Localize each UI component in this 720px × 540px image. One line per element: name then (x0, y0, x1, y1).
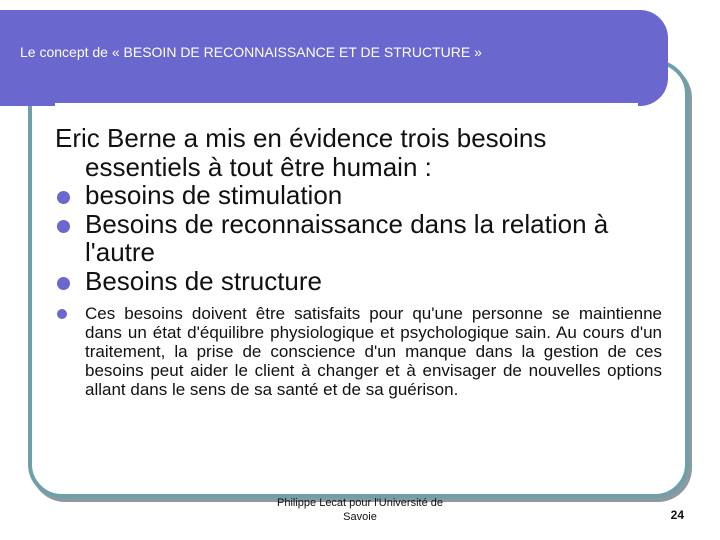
bullet-label: besoins de stimulation (85, 180, 343, 211)
bullet-label: Besoins de reconnaissance dans la relation à l'autre (85, 208, 609, 268)
lead-text: Eric Berne a mis en évidence trois besoins essentiels à tout être humain : (55, 123, 547, 182)
detail-item (55, 304, 662, 400)
footer-credit-line-1: Philippe Lecat pour l'Université de (277, 497, 443, 509)
bullet-item (55, 181, 662, 210)
bullet-dot-icon (57, 309, 67, 319)
title-banner (0, 10, 668, 106)
footer-credit-line-2: Savoie (343, 511, 377, 524)
bullet-list (55, 181, 662, 399)
bullet-item (55, 210, 662, 267)
bullet-dot-icon (57, 191, 70, 204)
title-underline (55, 103, 638, 106)
page-number: 24 (670, 508, 684, 522)
slide-title: Le concept de « BESOIN DE RECONNAISSANCE ET DE STRUCTURE » (20, 44, 482, 60)
footer-credit (260, 496, 460, 525)
bullet-item (55, 267, 662, 296)
bullet-dot-icon (57, 277, 70, 290)
bullet-dot-icon (57, 220, 70, 233)
detail-text: Ces besoins doivent être satisfaits pour qu'une personne se maintienne dans un état d'équilibre physiologique et psychologique sain. Au cours d'un traitement, la prise de conscience d'un manque dans la gestion de ces besoins peut aider le client à changer et à envisager de nouvelles options allant dans le sens de sa santé et de sa guérison. (85, 303, 662, 400)
bullet-label: Besoins de structure (85, 265, 323, 296)
content-area (55, 124, 662, 400)
